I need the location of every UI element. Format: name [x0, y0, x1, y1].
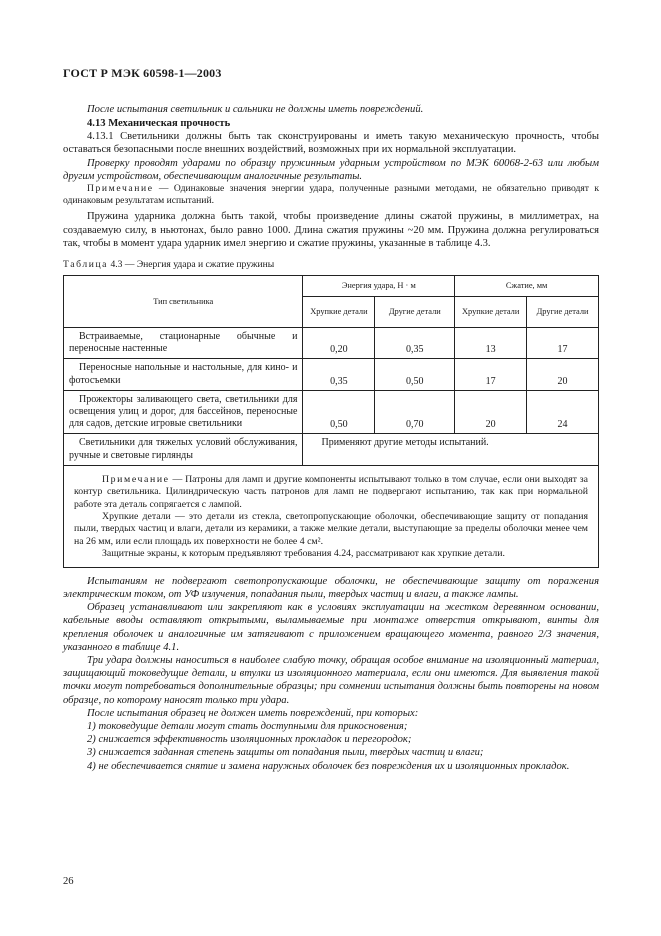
table-note-p3: Защитные экраны, к которым предъявляют требования 4.24, рассматривают как хрупкие детали.	[102, 548, 505, 560]
list-item: 4) не обеспечивается снятие и замена наружных оболочек без повреждения их и изоляционных прокладок.	[87, 760, 570, 772]
paragraph-a1: Испытаниям не подвергают светопропускающие оболочки, не обеспечивающие защиту от поражения электрическим током, от УФ излучения, попадания пыли, твердых частиц и влаги, а также лампы.	[63, 575, 599, 600]
paragraph-4-13-1: 4.13.1 Светильники должны быть так сконструированы и иметь такую механическую прочность, чтобы оставаться безопасными после внешних воздействий, возможных при их нормальной эксплуатации.	[63, 131, 599, 156]
table-note-row	[64, 465, 599, 567]
cell-type: Прожекторы заливающего света, светильники для освещения улиц и дорог, для бассейнов, переносные для садов, детские игровые светильники	[64, 390, 303, 434]
subheader-energy-other: Другие детали	[375, 297, 455, 328]
table-note-p2: Хрупкие детали — это детали из стекла, светопропускающие оболочки, обеспечивающие защиту от попадания пыли, твердых частиц и влаги, детали из керамики, а также мелкие детали, выступающие за пределы оболочки менее чем на 26 мм, или если площадь их поверхности не более 4 см².	[74, 511, 588, 547]
cell-energy-fragile: 0,35	[303, 359, 375, 390]
document-page	[63, 66, 599, 773]
header-type: Тип светильника	[64, 276, 303, 328]
cell-compression-other: 17	[527, 328, 599, 359]
table-row	[64, 359, 599, 390]
paragraph-a2: Образец устанавливают или закрепляют как в условиях эксплуатации на жестком деревянном основании, кабельные вводы оставляют открытыми, выламываемые при монтаже отверстия открывают, винты для крепления оболочек и аналогичные им затягивают с приложением вращающего момента, равного 2/3 значения, указанного в таблице 4.1.	[63, 602, 599, 653]
after-table-text	[63, 575, 599, 773]
paragraph-check: Проверку проводят ударами по образцу пружинным ударным устройством по МЭК 60068-2-63 или любым другим устройством, обеспечивающим аналогичные результаты.	[63, 157, 599, 182]
cell-type: Встраиваемые, стационарные обычные и переносные настенные	[64, 328, 303, 359]
table-row-heavy-duty	[64, 434, 599, 465]
list-item: 1) токоведущие детали могут стать доступными для прикосновения;	[87, 720, 408, 732]
table-row	[64, 328, 599, 359]
table-header-row	[64, 276, 599, 297]
section-title: 4.13 Механическая прочность	[87, 118, 231, 130]
cell-type: Переносные напольные и настольные, для кино- и фотосъемки	[64, 359, 303, 390]
header-compression: Сжатие, мм	[455, 276, 599, 297]
cell-energy-fragile: 0,20	[303, 328, 375, 359]
paragraph-spring: Пружина ударника должна быть такой, чтобы произведение длины сжатой пружины, в миллиметрах, на создаваемую силу, в ньютонах, было равно 1000. Длина сжатия пружины ~20 мм. Пружина должна регулироваться так, чтобы в момент удара ударник имел энергию и сжатие пружины, указанные в таблице 4.3.	[63, 211, 599, 249]
list-item: 3) снижается заданная степень защиты от попадания пыли, твердых частиц и влаги;	[87, 747, 484, 759]
cell-compression-fragile: 13	[455, 328, 527, 359]
table-note-label: Примечание	[102, 473, 170, 485]
paragraph-a3: Три удара должны наноситься в наиболее слабую точку, обращая особое внимание на изоляционный материал, защищающий токоведущие детали, и втулки из изоляционного материала, если они имеются. Для выявления такой точки могут потребоваться дополнительные образцы; при сомнении испытания должны быть повторены на новом образце, по которому наносят только три удара.	[63, 654, 599, 706]
energy-table	[63, 275, 599, 568]
note-1-text: — Одинаковые значения энергии удара, полученные разными методами, не обязательно приводят к одинаковым результатам испытаний.	[63, 183, 599, 207]
table-row	[64, 390, 599, 434]
table-caption	[63, 259, 599, 270]
cell-energy-fragile: 0,50	[303, 390, 375, 434]
cell-compression-fragile: 20	[455, 390, 527, 434]
table-caption-label: Таблица	[63, 259, 109, 271]
note-1-label: Примечание	[87, 183, 154, 195]
list-item: 2) снижается эффективность изоляционных прокладок и перегородок;	[87, 734, 412, 746]
cell-energy-other: 0,50	[375, 359, 455, 390]
cell-compression-fragile: 17	[455, 359, 527, 390]
table-caption-text: 4.3 — Энергия удара и сжатие пружины	[108, 259, 275, 271]
paragraph-intro: После испытания светильник и сальники не должны иметь повреждений.	[87, 104, 424, 115]
cell-energy-other: 0,35	[375, 328, 455, 359]
subheader-compression-fragile: Хрупкие детали	[455, 297, 527, 328]
page-number: 26	[63, 876, 74, 887]
cell-compression-other: 20	[527, 359, 599, 390]
cell-energy-other: 0,70	[375, 390, 455, 434]
paragraph-a4: После испытания образец не должен иметь повреждений, при которых:	[87, 707, 419, 719]
subheader-energy-fragile: Хрупкие детали	[303, 297, 375, 328]
header-energy: Энергия удара, Н · м	[303, 276, 455, 297]
table-note-p1	[74, 474, 588, 511]
subheader-compression-other: Другие детали	[527, 297, 599, 328]
note-1	[63, 183, 599, 207]
cell-other-methods: Применяют другие методы испытаний.	[303, 434, 599, 465]
cell-type: Светильники для тяжелых условий обслуживания, ручные и световые гирлянды	[64, 434, 303, 465]
document-header: ГОСТ Р МЭК 60598-1—2003	[63, 66, 222, 80]
table-note-text: — Патроны для ламп и другие компоненты испытывают только в том случае, если они выходят за контур светильника. Цилиндрическую часть патронов для ламп не подвергают испытанию, так как при нормальной работе эта деталь сопрягается с лампой.	[74, 473, 588, 510]
table-note	[64, 465, 599, 567]
cell-compression-other: 24	[527, 390, 599, 434]
